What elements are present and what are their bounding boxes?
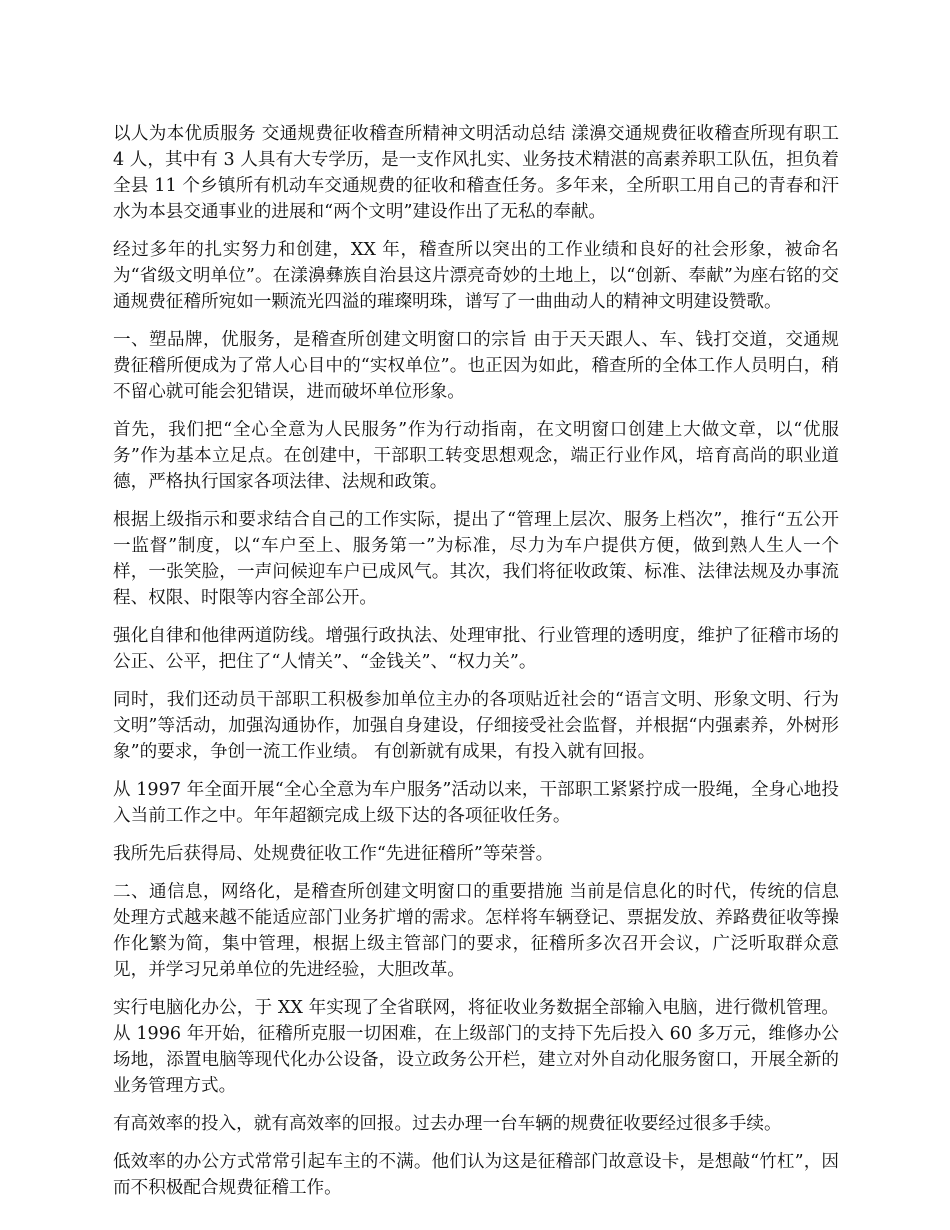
paragraph-10: 二、通信息，网络化，是稽查所创建文明窗口的重要措施 当前是信息化的时代，传统的信息处理方式越来越不能适应部门业务扩增的需求。怎样将车辆登记、票据发放、养路费征收等操作化繁为简，集中管理，根据上级主管部门的要求，征稽所多次召开会议，广泛听取群众意见，并学习兄弟单位的先进经验，大胆改革。 [113,882,839,980]
paragraph-5: 根据上级指示和要求结合自己的工作实际，提出了“管理上层次、服务上档次”，推行“五公开一监督”制度，以“车户至上、服务第一”为标准，尽力为车户提供方便，做到熟人生人一个样，一张笑脸，一声问候迎车户已成风气。其次，我们将征收政策、标准、法律法规及办事流程、权限、时限等内容全部公开。 [113,510,839,608]
paragraph-9: 我所先后获得局、处规费征收工作“先进征稽所”等荣誉。 [113,844,554,864]
paragraph-11: 实行电脑化办公，于 XX 年实现了全省联网，将征收业务数据全部输入电脑，进行微机管理。从 1996 年开始，征稽所克服一切困难，在上级部门的支持下先后投入 60 多万元，维修办公场地，添置电脑等现代化办公设备，设立政务公开栏，建立对外自动化服务窗口，开展全新的业务管理方式。 [113,998,839,1096]
paragraph-1: 以人为本优质服务 交通规费征收稽查所精神文明活动总结 漾濞交通规费征收稽查所现有职工 4 人，其中有 3 人具有大专学历，是一支作风扎实、业务技术精湛的高素养职工队伍，担负着全县 11 个乡镇所有机动车交通规费的征收和稽查任务。多年来，全所职工用自己的青春和汗水为本县交通事业的进展和“两个文明”建设作出了无私的奉献。 [113,124,839,222]
paragraph-4: 首先，我们把“全心全意为人民服务”作为行动指南，在文明窗口创建上大做文章，以“优服务”作为基本立足点。在创建中，干部职工转变思想观念，端正行业作风，培育高尚的职业道德，严格执行国家各项法律、法规和政策。 [113,420,839,492]
paragraph-3: 一、塑品牌，优服务，是稽查所创建文明窗口的宗旨 由于天天跟人、车、钱打交道，交通规费征稽所便成为了常人心目中的“实权单位”。也正因为如此，稽查所的全体工作人员明白，稍不留心就可能会犯错误，进而破坏单位形象。 [113,330,839,402]
paragraph-12: 有高效率的投入，就有高效率的回报。过去办理一台车辆的规费征收要经过很多手续。 [113,1114,782,1134]
paragraph-2: 经过多年的扎实努力和创建，XX 年，稽查所以突出的工作业绩和良好的社会形象，被命名为“省级文明单位”。在漾濞彝族自治县这片漂亮奇妙的土地上，以“创新、奉献”为座右铭的交通规费征稽所宛如一颗流光四溢的璀璨明珠，谱写了一曲曲动人的精神文明建设赞歌。 [113,240,839,312]
paragraph-7: 同时，我们还动员干部职工积极参加单位主办的各项贴近社会的“语言文明、形象文明、行为文明”等活动，加强沟通协作，加强自身建设，仔细接受社会监督，并根据“内强素养，外树形象”的要求，争创一流工作业绩。 有创新就有成果，有投入就有回报。 [113,690,839,762]
paragraph-6: 强化自律和他律两道防线。增强行政执法、处理审批、行业管理的透明度，维护了征稽市场的公正、公平，把住了“人情关”、“金钱关”、“权力关”。 [113,626,839,672]
paragraph-8: 从 1997 年全面开展“全心全意为车户服务”活动以来，干部职工紧紧拧成一股绳，全身心地投入当前工作之中。年年超额完成上级下达的各项征收任务。 [113,780,839,826]
paragraph-13: 低效率的办公方式常常引起车主的不满。他们认为这是征稽部门故意设卡，是想敲“竹杠”，因而不积极配合规费征稽工作。 [113,1152,839,1198]
document-body [113,121,839,1213]
